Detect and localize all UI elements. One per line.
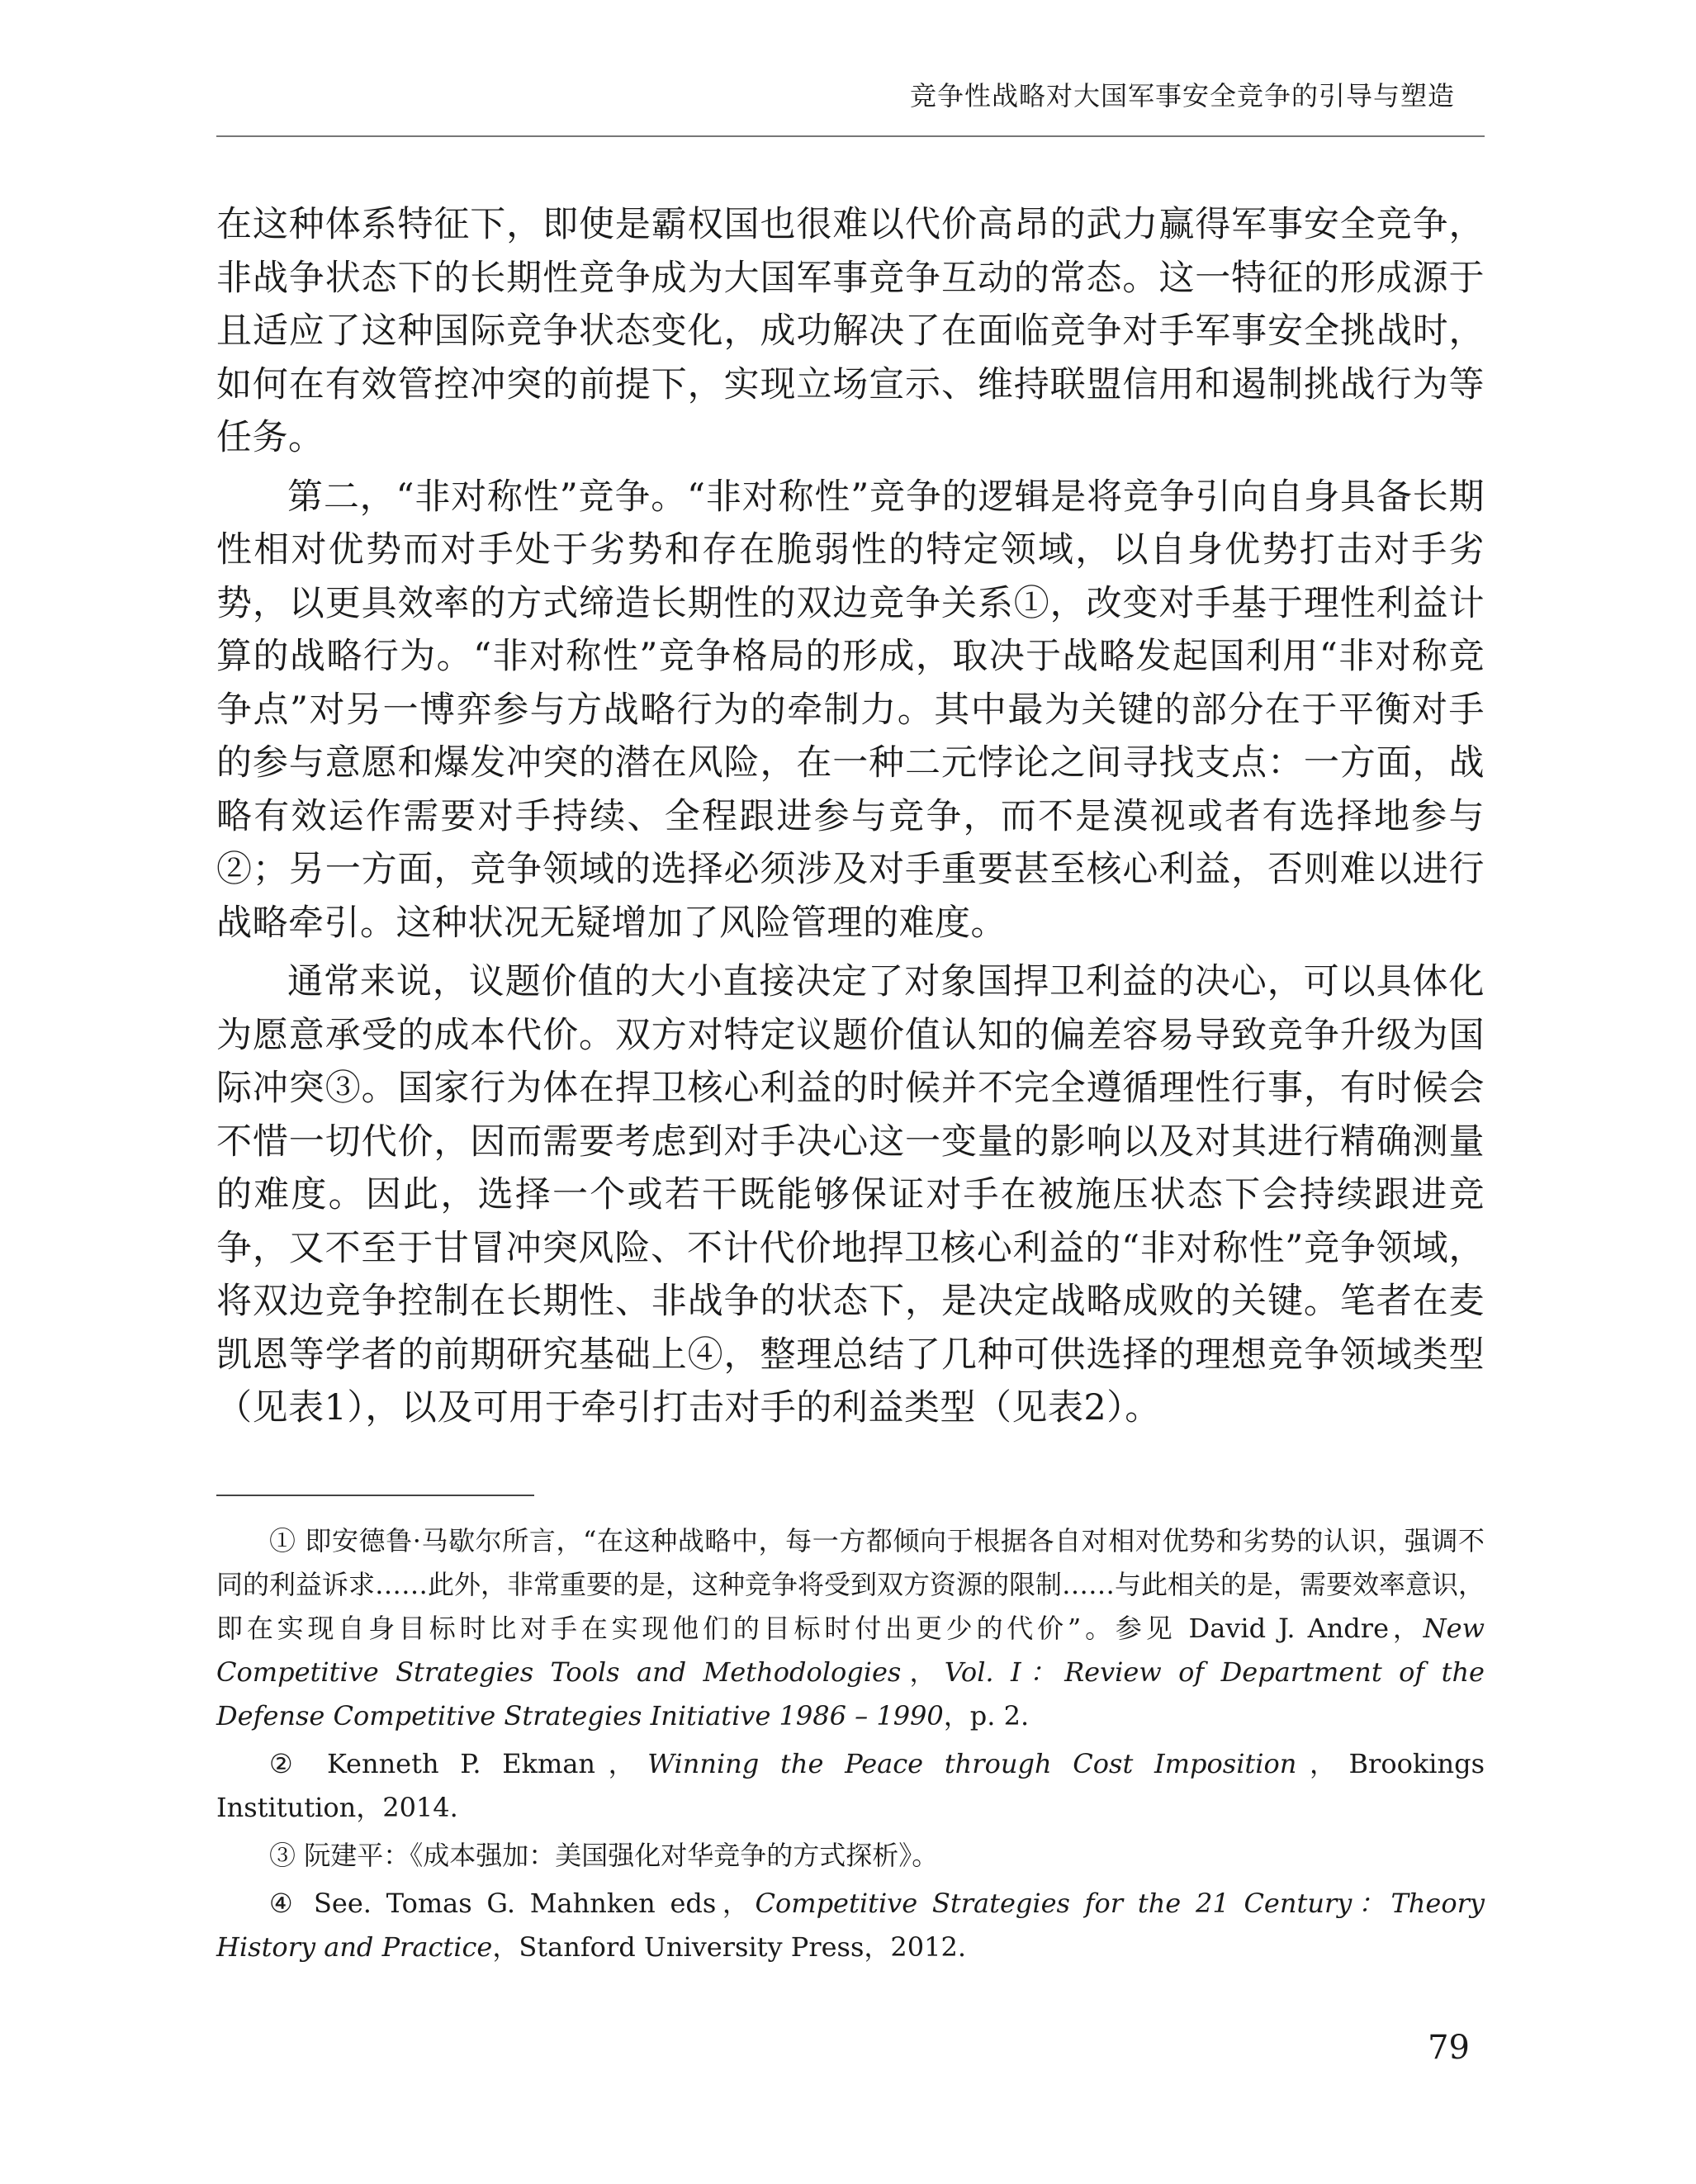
running-head-title: 竞争性战略对大国军事安全竞争的引导与塑造: [909, 80, 1455, 111]
footnote-divider: [216, 1495, 534, 1496]
footnote-text: See. Tomas G. Mahnken eds，: [299, 1888, 756, 1919]
footnote-marker: ④: [269, 1888, 300, 1919]
footnote-4: [216, 1882, 1485, 1969]
main-body-text: [216, 198, 1485, 1441]
body-paragraph: 通常来说，议题价值的大小直接决定了对象国捍卫利益的决心，可以具体化为愿意承受的成本代价。双方对特定议题价值认知的偏差容易导致竞争升级为国际冲突③。国家行为体在捍卫核心利益的时候并不完全遵循理性行事，有时候会不惜一切代价，因而需要考虑到对手决心这一变量的影响以及对其进行精确测量的难度。因此，选择一个或若干既能够保证对手在被施压状态下会持续跟进竞争，又不至于甘冒冲突风险、不计代价地捍卫核心利益的“非对称性”竞争领域，将双边竞争控制在长期性、非战争的状态下，是决定战略成败的关键。笔者在麦凯恩等学者的前期研究基础上④，整理总结了几种可供选择的理想竞争领域类型（见表1），以及可用于牵引打击对手的利益类型（见表2）。: [216, 961, 1485, 1428]
footnote-italic-title: New Competitive Strategies Tools and Methodologies: [216, 1613, 1485, 1688]
footnotes: [216, 1519, 1485, 1973]
footnote-text: ，p. 2.: [943, 1700, 1030, 1732]
header-divider: [216, 135, 1485, 137]
footnote-marker: ①: [269, 1525, 296, 1556]
footnote-text: ，: [901, 1656, 945, 1688]
footnote-italic-title: Competitive Strategies for the 21 Century：Theory History and Practice: [216, 1888, 1485, 1963]
footnote-text: Kenneth P. Ekman，: [306, 1748, 648, 1779]
footnote-marker: ②: [269, 1748, 306, 1779]
footnote-italic-title: Vol. I：Review of Department of the Defense Competitive Strategies Initiative 1986 – 1990: [216, 1656, 1485, 1732]
footnote-text: ，Stanford University Press，2012.: [492, 1931, 967, 1963]
page-number: 79: [1428, 2029, 1470, 2067]
footnote-marker: ③: [269, 1840, 296, 1871]
footnote-2: [216, 1742, 1485, 1830]
footnote-text: 即安德鲁·马歇尔所言，“在这种战略中，每一方都倾向于根据各自对相对优势和劣势的认识，强调不同的利益诉求……此外，非常重要的是，这种竞争将受到双方资源的限制……与此相关的是，需要效率意识，即在实现自身目标时比对手在实现他们的目标时付出更少的代价”。参见 David J. Andre，: [216, 1525, 1485, 1644]
footnote-3: [216, 1834, 1485, 1878]
footnote-italic-title: Winning the Peace through Cost Imposition: [647, 1748, 1297, 1779]
body-paragraph: 第二，“非对称性”竞争。“非对称性”竞争的逻辑是将竞争引向自身具备长期性相对优势而对手处于劣势和存在脆弱性的特定领域，以自身优势打击对手劣势，以更具效率的方式缔造长期性的双边竞争关系①，改变对手基于理性利益计算的战略行为。“非对称性”竞争格局的形成，取决于战略发起国利用“非对称竞争点”对另一博弈参与方战略行为的牵制力。其中最为关键的部分在于平衡对手的参与意愿和爆发冲突的潜在风险，在一种二元悖论之间寻找支点：一方面，战略有效运作需要对手持续、全程跟进参与竞争，而不是漠视或者有选择地参与②；另一方面，竞争领域的选择必须涉及对手重要甚至核心利益，否则难以进行战略牵引。这种状况无疑增加了风险管理的难度。: [216, 476, 1485, 944]
body-paragraph: 在这种体系特征下，即使是霸权国也很难以代价高昂的武力赢得军事安全竞争，非战争状态下的长期性竞争成为大国军事竞争互动的常态。这一特征的形成源于且适应了这种国际竞争状态变化，成功解决了在面临竞争对手军事安全挑战时，如何在有效管控冲突的前提下，实现立场宣示、维持联盟信用和遏制挑战行为等任务。: [216, 204, 1485, 458]
footnote-text: 阮建平：《成本强加：美国强化对华竞争的方式探析》。: [296, 1840, 939, 1871]
footnote-1: [216, 1519, 1485, 1738]
footnote-text: ，Brookings Institution，2014.: [216, 1748, 1485, 1823]
